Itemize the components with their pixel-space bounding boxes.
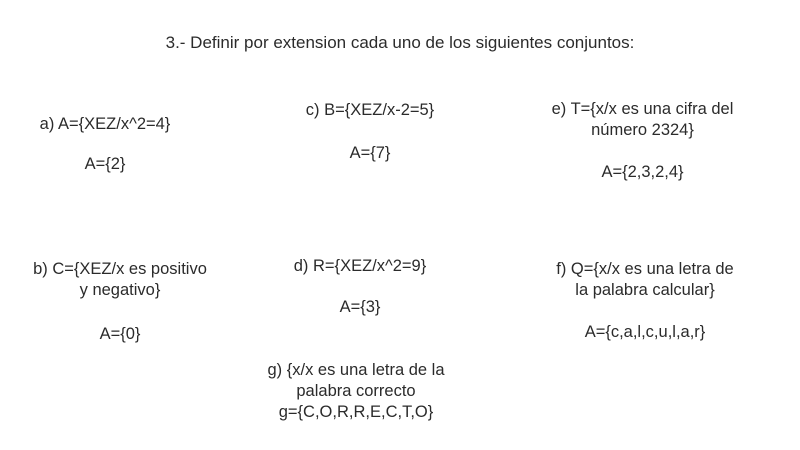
exercise-title: 3.- Definir por extension cada uno de los siguientes conjuntos: xyxy=(165,33,635,52)
item-e-statement-line-1: e) T={x/x es una cifra del xyxy=(551,100,734,118)
exercise-item-g xyxy=(240,360,472,423)
exercise-item-f xyxy=(520,259,770,343)
item-g-answer: g={C,O,R,R,E,C,T,O} xyxy=(278,403,434,421)
item-f-statement-line-1: f) Q={x/x es una letra de xyxy=(556,260,734,278)
item-f-statement-line-2: la palabra calcular} xyxy=(575,281,715,299)
item-a-answer: A={2} xyxy=(84,155,126,173)
item-e-statement-line-2: número 2324} xyxy=(591,121,694,139)
item-b-answer: A={0} xyxy=(99,325,141,343)
item-d-statement: d) R={XEZ/x^2=9} xyxy=(293,257,427,275)
exercise-item-e xyxy=(520,99,765,183)
exercise-item-c xyxy=(275,100,465,164)
item-d-answer: A={3} xyxy=(339,298,381,316)
exercise-item-d xyxy=(265,256,455,318)
item-g-statement-line-1: g) {x/x es una letra de la xyxy=(267,361,445,379)
item-c-statement: c) B={XEZ/x-2=5} xyxy=(305,101,435,119)
item-f-answer: A={c,a,l,c,u,l,a,r} xyxy=(584,323,706,341)
exercise-item-b xyxy=(10,259,230,345)
exercise-item-a xyxy=(10,114,200,175)
item-b-statement-line-2: y negativo} xyxy=(79,281,161,299)
item-a-statement: a) A={XEZ/x^2=4} xyxy=(39,115,171,133)
item-b-statement-line-1: b) C={XEZ/x es positivo xyxy=(33,260,207,278)
item-c-answer: A={7} xyxy=(349,144,391,162)
item-g-statement-line-2: palabra correcto xyxy=(296,382,416,400)
item-e-answer: A={2,3,2,4} xyxy=(601,163,684,181)
